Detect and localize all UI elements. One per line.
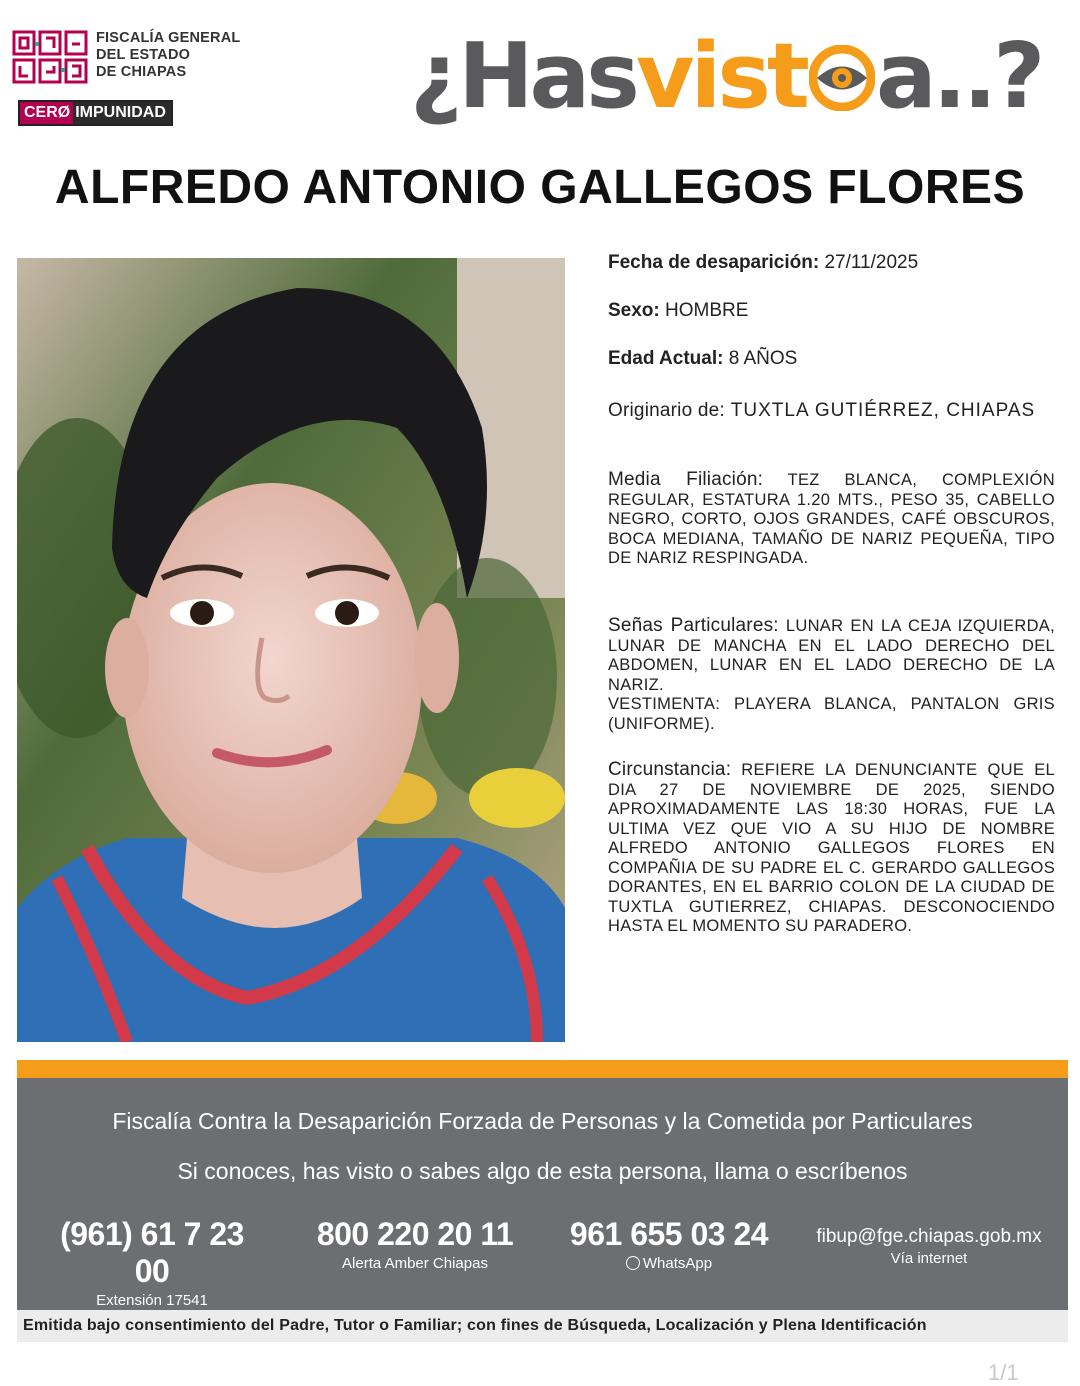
consent-note: Emitida bajo consentimiento del Padre, Tutor o Familiar; con fines de Búsqueda, Localización y Plena Identificación <box>17 1310 1068 1342</box>
contact-panel <box>17 1078 1068 1310</box>
child-photo <box>17 258 565 1042</box>
contact-whatsapp[interactable]: 961 655 03 24 WhatsApp <box>569 1216 769 1272</box>
sexo-field: Sexo: HOMBRE <box>608 300 749 321</box>
circunstancia-field: Circunstancia: REFIERE LA DENUNCIANTE QUE EL DIA 27 DE NOVIEMBRE DE 2025, SIENDO APROXIMADAMENTE LAS 18:30 HORAS, FUE LA ULTIMA VEZ QUE VIO A SU HIJO DE NOMBRE ALFREDO ANTONIO GALLEGOS FLORES EN COMPAÑIA DE SU PADRE EL C. GERARDO GALLEGOS DORANTES, EN EL BARRIO COLON DE LA CIUDAD DE TUXTLA GUTIERREZ, CHIAPAS. DESCONOCIENDO HASTA EL MOMENTO SU PARADERO. <box>608 759 1055 935</box>
agency-logo <box>12 28 244 124</box>
edad-field: Edad Actual: 8 AÑOS <box>608 348 798 369</box>
agency-name: FISCALÍA GENERAL DEL ESTADO DE CHIAPAS <box>96 30 241 80</box>
slogan: ¿Hasvist a..? <box>410 24 1042 129</box>
contact-phone-fiscalia[interactable]: (961) 61 7 23 00 Extensión 17541 <box>60 1216 244 1309</box>
vestimenta-field: VESTIMENTA: PLAYERA BLANCA, PANTALON GRIS (UNIFORME). <box>608 695 1055 733</box>
fecha-field: Fecha de desaparición: 27/11/2025 <box>608 252 919 273</box>
agency-emblem-icon <box>12 30 88 84</box>
media-filiacion-field: Media Filiación: TEZ BLANCA, COMPLEXIÓN REGULAR, ESTATURA 1.20 MTS., PESO 35, CABELLO NEGRO, CORTO, OJOS GRANDES, CAFÉ OBSCUROS, BOCA MEDIANA, TAMAÑO DE NARIZ PEQUEÑA, TIPO DE NARIZ RESPINGADA. <box>608 469 1055 567</box>
orange-divider <box>17 1060 1068 1078</box>
contact-email[interactable]: fibup@fge.chiapas.gob.mx Vía internet <box>816 1226 1042 1267</box>
person-name: ALFREDO ANTONIO GALLEGOS FLORES <box>54 161 1026 214</box>
senas-field: Señas Particulares: LUNAR EN LA CEJA IZQUIERDA, LUNAR DE MANCHA EN EL LADO DERECHO DEL ABDOMEN, LUNAR EN EL LADO DERECHO DE LA NARIZ. <box>608 615 1055 694</box>
cero-impunidad-badge: CERØ IMPUNIDAD <box>18 100 173 126</box>
fiscalia-title: Fiscalía Contra la Desaparición Forzada de Personas y la Cometida por Particulares <box>112 1108 973 1134</box>
whatsapp-icon <box>626 1256 640 1270</box>
originario-field: Originario de: TUXTLA GUTIÉRREZ, CHIAPAS <box>608 400 1036 421</box>
eye-icon <box>809 45 875 111</box>
page-number: 1/1 <box>988 1360 1019 1385</box>
call-to-action: Si conoces, has visto o sabes algo de esta persona, llama o escríbenos <box>177 1158 908 1184</box>
contact-phone-amber[interactable]: 800 220 20 11 Alerta Amber Chiapas <box>316 1216 514 1272</box>
